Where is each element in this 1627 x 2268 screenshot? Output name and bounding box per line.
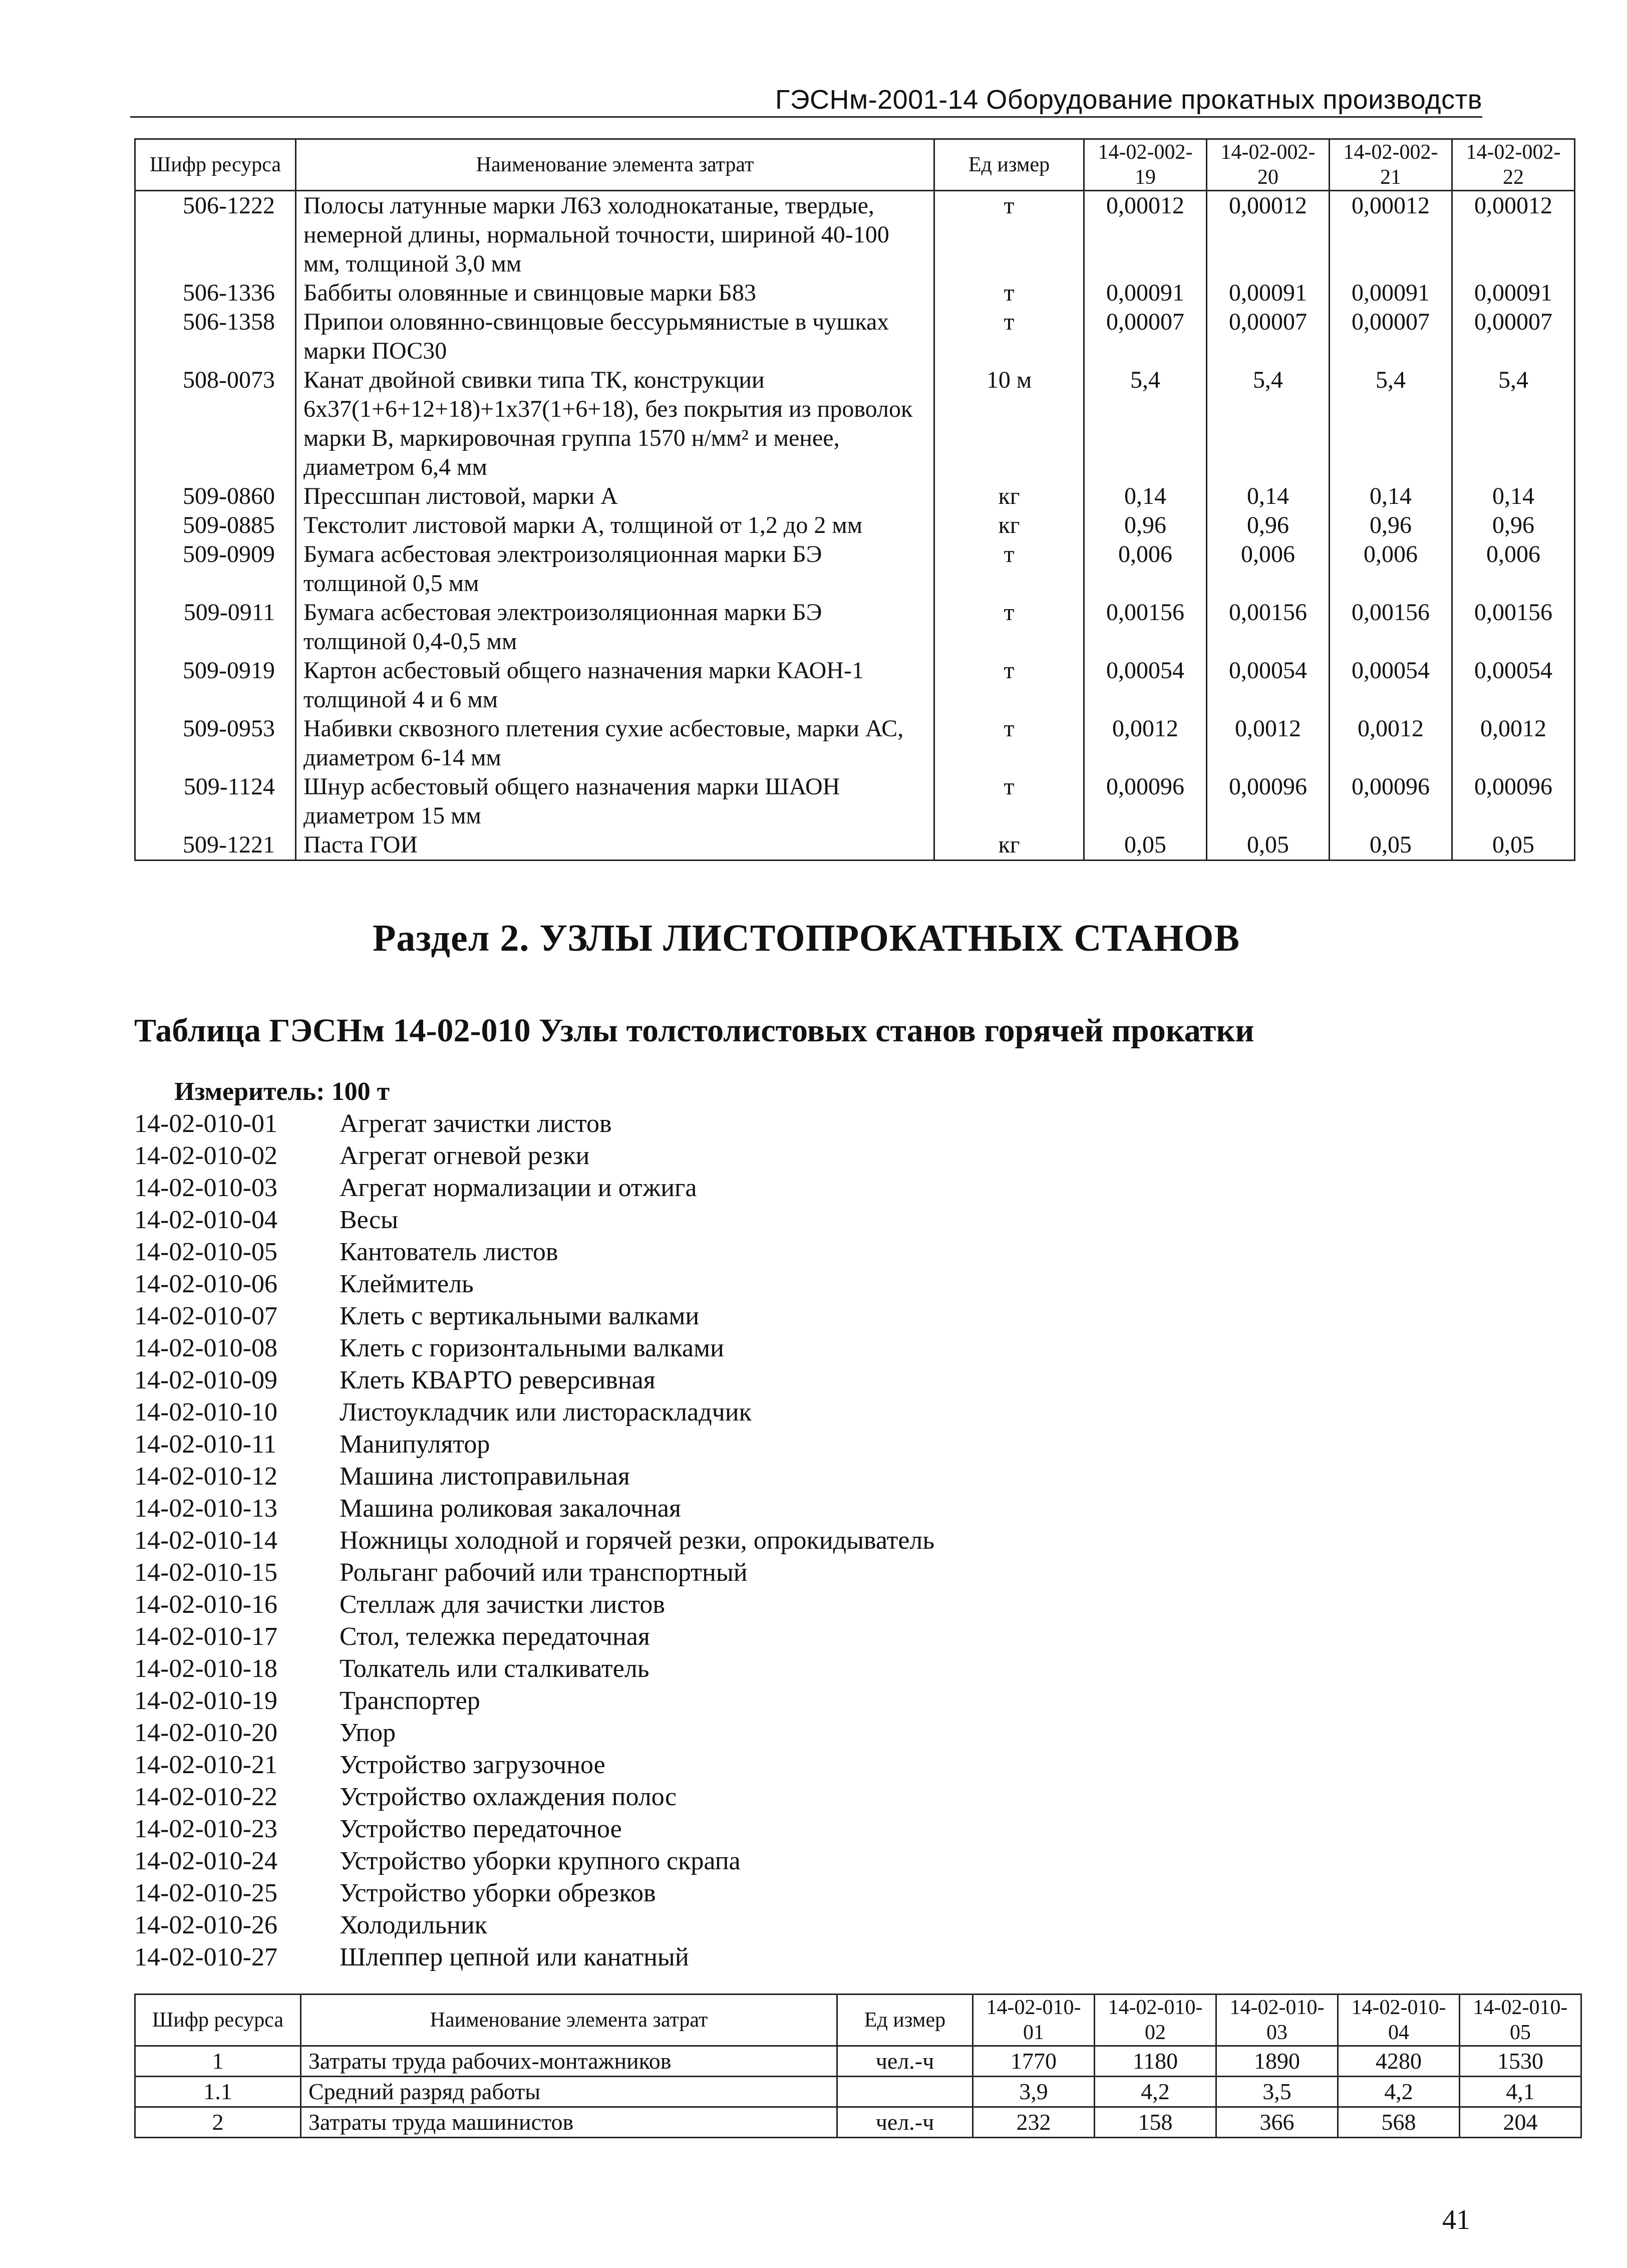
resource-value: 4,2 [1095,2077,1216,2107]
resource-value: 0,006 [1084,540,1207,598]
item-name: Устройство уборки крупного скрапа [340,1847,741,1875]
resource-value: 0,96 [1207,511,1330,540]
resource-value: 0,05 [1207,830,1330,861]
resource-value: 232 [973,2107,1095,2138]
resource-value: 5,4 [1452,366,1575,482]
header-col: 14-02-010-02 [1095,1995,1216,2046]
resource-code: 509-0919 [135,656,296,714]
table-row [135,511,1575,540]
item-name: Клеймитель [340,1270,474,1298]
list-item [134,1557,934,1589]
item-code: 14-02-010-12 [134,1462,277,1491]
resource-value: 4280 [1338,2046,1460,2077]
list-item [134,1364,934,1396]
measure-label: Измеритель: [174,1077,325,1106]
item-name: Устройство охлаждения полос [340,1783,677,1811]
resource-value: 0,0012 [1452,714,1575,772]
table-row [135,830,1575,861]
resource-value: 1180 [1095,2046,1216,2077]
item-code: 14-02-010-17 [134,1622,277,1651]
list-item [134,1717,934,1749]
item-name: Листоукладчик или листораскладчик [340,1398,752,1427]
list-item [134,1300,934,1332]
resource-value: 3,5 [1216,2077,1338,2107]
resource-unit: т [934,714,1084,772]
list-item [134,1140,934,1172]
item-name: Агрегат огневой резки [340,1142,590,1170]
resource-code: 508-0073 [135,366,296,482]
resource-name: Затраты труда рабочих-монтажников [301,2046,837,2077]
item-code: 14-02-010-22 [134,1783,277,1811]
item-list [134,1108,934,1973]
item-name: Кантователь листов [340,1238,558,1266]
resource-value: 0,00007 [1452,308,1575,366]
header-col: 14-02-002-21 [1330,139,1452,191]
list-item [134,1877,934,1909]
resource-code: 509-0909 [135,540,296,598]
resource-code: 509-0953 [135,714,296,772]
resource-value: 0,00156 [1207,598,1330,656]
resource-code: 506-1358 [135,308,296,366]
item-code: 14-02-010-23 [134,1815,277,1843]
item-code: 14-02-010-04 [134,1206,277,1234]
resource-value: 0,006 [1452,540,1575,598]
header-col: 14-02-010-05 [1460,1995,1581,2046]
resource-name: Шнур асбестовый общего назначения марки ШАОН диаметром 15 мм [296,772,934,830]
list-item [134,1749,934,1781]
resource-unit: т [934,191,1084,279]
resource-name: Набивки сквозного плетения сухие асбестовые, марки АС, диаметром 6-14 мм [296,714,934,772]
list-item [134,1332,934,1364]
item-name: Клеть с вертикальными валками [340,1302,700,1330]
table-header-row [135,1995,1581,2046]
resource-value: 1770 [973,2046,1095,2077]
item-code: 14-02-010-20 [134,1719,277,1747]
measure-line [174,1077,390,1106]
list-item [134,1621,934,1653]
resource-name: Баббиты оловянные и свинцовые марки Б83 [296,278,934,308]
resource-unit: т [934,656,1084,714]
resource-table-2 [134,1994,1582,2138]
item-name: Холодильник [340,1911,487,1939]
item-code: 14-02-010-02 [134,1142,277,1170]
resource-value: 1530 [1460,2046,1581,2077]
resource-name: Затраты труда машинистов [301,2107,837,2138]
resource-unit: 10 м [934,366,1084,482]
list-item [134,1172,934,1204]
item-name: Стеллаж для зачистки листов [340,1590,665,1619]
item-name: Устройство уборки обрезков [340,1879,656,1907]
resource-value: 0,0012 [1330,714,1452,772]
resource-value: 3,9 [973,2077,1095,2107]
resource-value: 0,14 [1330,482,1452,511]
resource-value: 1890 [1216,2046,1338,2077]
resource-value: 0,00156 [1330,598,1452,656]
resource-value: 0,00156 [1452,598,1575,656]
table-row [135,308,1575,366]
resource-unit [837,2077,973,2107]
resource-name: Бумага асбестовая электроизоляционная марки БЭ толщиной 0,5 мм [296,540,934,598]
resource-value: 0,00091 [1330,278,1452,308]
table-title: Таблица ГЭСНм 14-02-010 Узлы толстолистовых станов горячей прокатки [134,1012,1254,1049]
section-title: Раздел 2. УЗЛЫ ЛИСТОПРОКАТНЫХ СТАНОВ [372,917,1240,959]
header-col: 14-02-010-03 [1216,1995,1338,2046]
list-item [134,1589,934,1621]
page-number: 41 [1442,2204,1470,2235]
item-code: 14-02-010-18 [134,1654,277,1683]
list-item [134,1396,934,1429]
resource-name: Средний разряд работы [301,2077,837,2107]
item-code: 14-02-010-07 [134,1302,277,1330]
resource-name: Прессшпан листовой, марки А [296,482,934,511]
resource-code: 509-0860 [135,482,296,511]
resource-unit: кг [934,830,1084,861]
resource-code: 1.1 [135,2077,301,2107]
item-name: Клеть с горизонтальными валками [340,1334,724,1362]
header-col: 14-02-010-01 [973,1995,1095,2046]
table-row [135,714,1575,772]
resource-value: 0,006 [1207,540,1330,598]
item-name: Транспортер [340,1686,480,1715]
table-header-row [135,139,1575,191]
resource-value: 0,96 [1452,511,1575,540]
list-item [134,1909,934,1941]
resource-value: 0,00012 [1330,191,1452,279]
header-col: 14-02-002-20 [1207,139,1330,191]
item-code: 14-02-010-27 [134,1943,277,1971]
resource-value: 0,00054 [1207,656,1330,714]
resource-value: 4,1 [1460,2077,1581,2107]
item-name: Упор [340,1719,396,1747]
item-name: Машина листоправильная [340,1462,630,1491]
resource-code: 1 [135,2046,301,2077]
table-row [135,2077,1581,2107]
header-unit: Ед измер [934,139,1084,191]
list-item [134,1653,934,1685]
header-col: 14-02-002-19 [1084,139,1207,191]
resource-value: 0,00054 [1452,656,1575,714]
header-code: Шифр ресурса [135,1995,301,2046]
item-code: 14-02-010-13 [134,1494,277,1523]
item-code: 14-02-010-09 [134,1366,277,1394]
item-name: Шлеппер цепной или канатный [340,1943,689,1971]
resource-name: Бумага асбестовая электроизоляционная марки БЭ толщиной 0,4-0,5 мм [296,598,934,656]
resource-value: 0,0012 [1084,714,1207,772]
page-header: ГЭСНм-2001-14 Оборудование прокатных производств [775,85,1482,115]
list-item [134,1845,934,1877]
table-row [135,598,1575,656]
resource-value: 0,00096 [1452,772,1575,830]
resource-name: Текстолит листовой марки А, толщиной от 1,2 до 2 мм [296,511,934,540]
table-row [135,772,1575,830]
item-code: 14-02-010-24 [134,1847,277,1875]
table-row [135,2107,1581,2138]
table-row [135,278,1575,308]
item-name: Агрегат зачистки листов [340,1109,612,1138]
resource-unit: чел.-ч [837,2046,973,2077]
item-code: 14-02-010-05 [134,1238,277,1266]
resource-value: 0,96 [1084,511,1207,540]
resource-unit: т [934,598,1084,656]
item-code: 14-02-010-06 [134,1270,277,1298]
resource-value: 0,00012 [1084,191,1207,279]
item-name: Ножницы холодной и горячей резки, опрокидыватель [340,1526,935,1555]
table-row [135,656,1575,714]
resource-code: 509-1124 [135,772,296,830]
resource-unit: т [934,772,1084,830]
list-item [134,1493,934,1525]
resource-value: 158 [1095,2107,1216,2138]
resource-value: 0,006 [1330,540,1452,598]
table-row [135,482,1575,511]
item-name: Устройство передаточное [340,1815,622,1843]
resource-value: 0,05 [1330,830,1452,861]
item-code: 14-02-010-03 [134,1174,277,1202]
item-code: 14-02-010-16 [134,1590,277,1619]
list-item [134,1813,934,1845]
resource-value: 366 [1216,2107,1338,2138]
item-code: 14-02-010-25 [134,1879,277,1907]
resource-name: Канат двойной свивки типа ТК, конструкции 6х37(1+6+12+18)+1х37(1+6+18), без покрытия из проволок марки В, маркировочная группа 1570 н/мм² и менее, диаметром 6,4 мм [296,366,934,482]
item-code: 14-02-010-14 [134,1526,277,1555]
resource-value: 0,14 [1452,482,1575,511]
resource-name: Картон асбестовый общего назначения марки КАОН-1 толщиной 4 и 6 мм [296,656,934,714]
header-unit: Ед измер [837,1995,973,2046]
header-col: 14-02-002-22 [1452,139,1575,191]
item-code: 14-02-010-26 [134,1911,277,1939]
resource-value: 0,00054 [1330,656,1452,714]
resource-value: 0,00096 [1330,772,1452,830]
item-name: Стол, тележка передаточная [340,1622,650,1651]
resource-value: 0,00007 [1084,308,1207,366]
resource-value: 0,96 [1330,511,1452,540]
resource-value: 0,05 [1084,830,1207,861]
resource-unit: кг [934,482,1084,511]
resource-unit: т [934,540,1084,598]
item-name: Весы [340,1206,399,1234]
item-name: Машина роликовая закалочная [340,1494,681,1523]
item-name: Агрегат нормализации и отжига [340,1174,697,1202]
item-name: Рольганг рабочий или транспортный [340,1558,748,1587]
resource-value: 0,0012 [1207,714,1330,772]
list-item [134,1941,934,1973]
resource-value: 5,4 [1207,366,1330,482]
resource-value: 0,00012 [1207,191,1330,279]
resource-unit: чел.-ч [837,2107,973,2138]
list-item [134,1268,934,1300]
resource-value: 0,00054 [1084,656,1207,714]
item-code: 14-02-010-15 [134,1558,277,1587]
list-item [134,1204,934,1236]
resource-value: 0,14 [1207,482,1330,511]
item-name: Клеть КВАРТО реверсивная [340,1366,656,1394]
resource-unit: т [934,278,1084,308]
item-code: 14-02-010-01 [134,1109,277,1138]
item-name: Устройство загрузочное [340,1751,605,1779]
resource-value: 204 [1460,2107,1581,2138]
resource-code: 509-0911 [135,598,296,656]
resource-name: Паста ГОИ [296,830,934,861]
resource-value: 0,00096 [1084,772,1207,830]
resource-value: 4,2 [1338,2077,1460,2107]
resource-table-1 [134,138,1575,861]
table-row [135,366,1575,482]
resource-value: 0,00012 [1452,191,1575,279]
header-name: Наименование элемента затрат [296,139,934,191]
resource-value: 568 [1338,2107,1460,2138]
header-name: Наименование элемента затрат [301,1995,837,2046]
list-item [134,1525,934,1557]
table-row [135,2046,1581,2077]
resource-value: 0,00007 [1330,308,1452,366]
resource-value: 0,00007 [1207,308,1330,366]
resource-value: 0,00096 [1207,772,1330,830]
resource-value: 0,00156 [1084,598,1207,656]
header-col: 14-02-010-04 [1338,1995,1460,2046]
resource-name: Полосы латунные марки Л63 холоднокатаные, твердые, немерной длины, нормальной точности, шириной 40-100 мм, толщиной 3,0 мм [296,191,934,279]
list-item [134,1236,934,1268]
header-code: Шифр ресурса [135,139,296,191]
list-item [134,1781,934,1813]
resource-value: 5,4 [1084,366,1207,482]
resource-value: 5,4 [1330,366,1452,482]
list-item [134,1429,934,1461]
resource-value: 0,00091 [1452,278,1575,308]
item-code: 14-02-010-11 [134,1430,277,1459]
item-name: Манипулятор [340,1430,490,1459]
item-code: 14-02-010-21 [134,1751,277,1779]
resource-code: 509-1221 [135,830,296,861]
measure-value: 100 т [331,1077,390,1106]
resource-name: Припои оловянно-свинцовые бессурьмянистые в чушках марки ПОС30 [296,308,934,366]
table-row [135,540,1575,598]
item-name: Толкатель или сталкиватель [340,1654,649,1683]
resource-value: 0,14 [1084,482,1207,511]
table-row [135,191,1575,279]
list-item [134,1685,934,1717]
item-code: 14-02-010-08 [134,1334,277,1362]
item-code: 14-02-010-19 [134,1686,277,1715]
resource-unit: т [934,308,1084,366]
list-item [134,1461,934,1493]
resource-value: 0,00091 [1084,278,1207,308]
resource-value: 0,05 [1452,830,1575,861]
resource-code: 509-0885 [135,511,296,540]
item-code: 14-02-010-10 [134,1398,277,1427]
list-item [134,1108,934,1140]
resource-unit: кг [934,511,1084,540]
header-rule [130,116,1482,118]
resource-code: 506-1222 [135,191,296,279]
resource-value: 0,00091 [1207,278,1330,308]
resource-code: 2 [135,2107,301,2138]
resource-code: 506-1336 [135,278,296,308]
